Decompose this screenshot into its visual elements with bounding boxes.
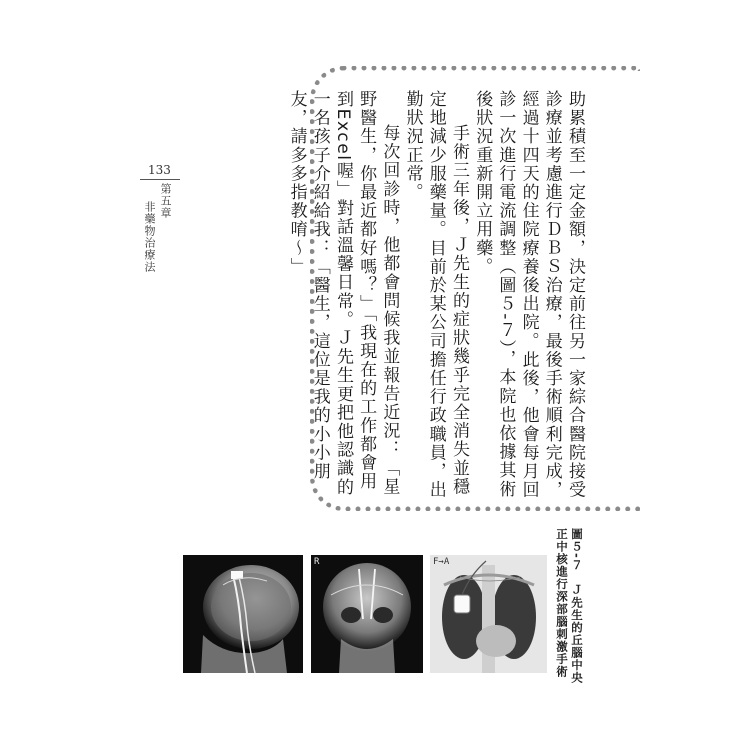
header-rule bbox=[140, 179, 180, 180]
figure-caption-text: Ｊ先生的丘腦中央正中核進行深部腦刺激手術 bbox=[555, 528, 584, 684]
xray-chest bbox=[430, 555, 547, 673]
chapter-label: 第五章 bbox=[159, 183, 172, 219]
xray-lateral-skull bbox=[183, 555, 303, 673]
page-number: 133 bbox=[148, 163, 171, 177]
figure-caption bbox=[554, 528, 584, 688]
figure-number: 圖５-７ bbox=[570, 528, 584, 572]
frontal-image-label: R bbox=[314, 557, 320, 567]
paragraph: 手術三年後，Ｊ先生的症狀幾乎完全消失並穩定地減少服藥量。目前於某公司擔任行政職員，出勤狀況正常。 bbox=[402, 90, 469, 500]
paragraph: 每次回診時，他都會問候我並報告近況：「星野醫生，你最近都好嗎？」「我現在的工作都會用到Excel喔」對話溫馨日常。Ｊ先生更把他認識的一名孩子介紹給我：「醫生，這位是我的小小朋友，請多多指教唷～」 bbox=[286, 90, 400, 497]
chest-image-label: F→A bbox=[433, 557, 450, 567]
chest-image bbox=[430, 555, 547, 673]
running-header bbox=[142, 183, 172, 273]
lateral-skull-image bbox=[183, 555, 303, 673]
xray-frontal-skull bbox=[311, 555, 423, 673]
frontal-skull-image bbox=[311, 555, 423, 673]
section-title: 非藥物治療法 bbox=[143, 201, 156, 273]
body-text bbox=[286, 90, 586, 500]
paragraph: 助累積至一定金額，決定前往另一家綜合醫院接受診療並考慮進行ＤＢＳ治療，最後手術順利完成，經過十四天的住院療養後出院。此後，他會每月回診一次進行電流調整（圖５-７），本院也依據其術後狀況重新開立用藥。 bbox=[472, 90, 585, 500]
